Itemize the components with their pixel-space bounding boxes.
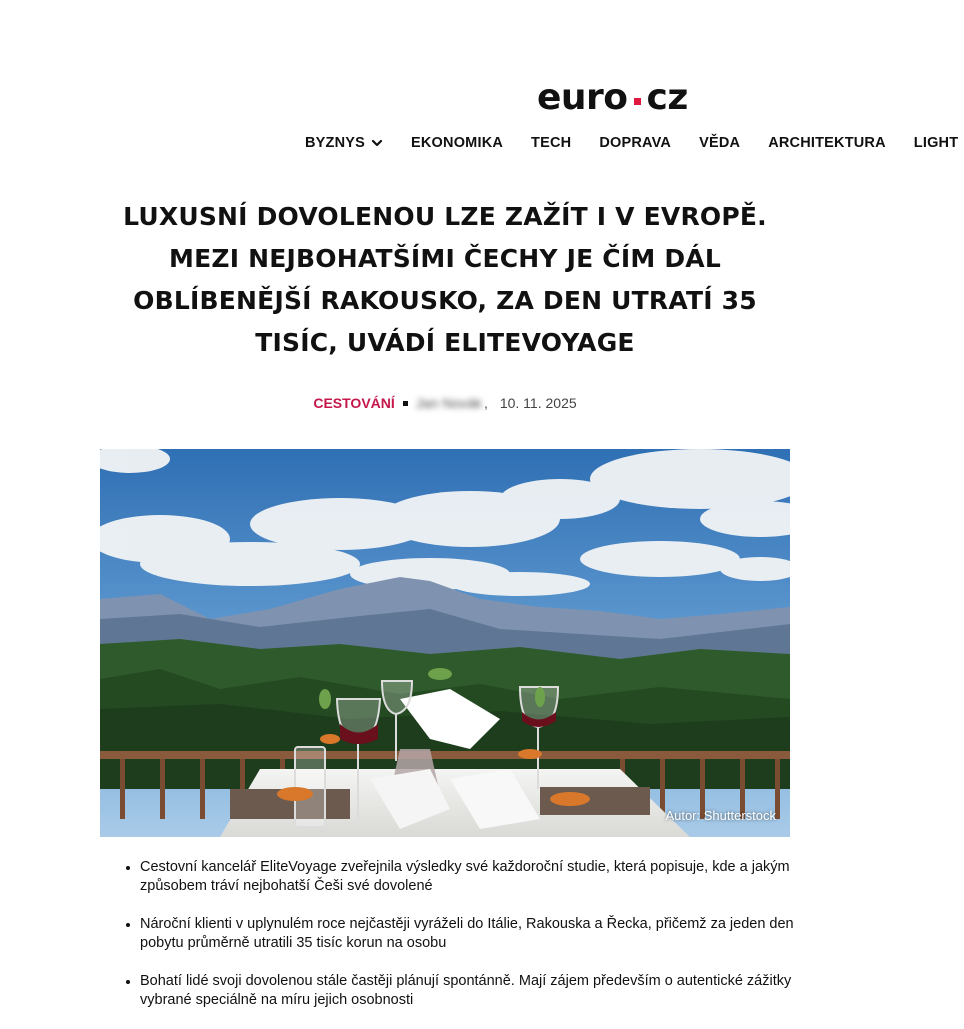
- main-navigation: [305, 133, 959, 153]
- nav-item-light[interactable]: [914, 135, 959, 151]
- author-link[interactable]: Jan Novák: [415, 395, 482, 411]
- nav-item-label: TECH: [531, 135, 572, 151]
- nav-item-label: VĚDA: [699, 135, 741, 151]
- logo-text-right: cz: [646, 76, 688, 118]
- meta-separator: [403, 401, 408, 406]
- hero-photo-illustration: [100, 449, 790, 837]
- nav-item-architektura[interactable]: [768, 135, 886, 151]
- nav-item-ekonomika[interactable]: [411, 135, 503, 151]
- category-link[interactable]: CESTOVÁNÍ: [313, 395, 395, 411]
- nav-item-tech[interactable]: [531, 135, 571, 151]
- logo-dot: [634, 98, 641, 105]
- site-logo[interactable]: [537, 76, 688, 118]
- article-perex-list: [100, 858, 840, 1029]
- nav-item-veda[interactable]: [699, 135, 740, 151]
- list-item: • Nároční klienti v uplynulém roce nejčastěji vyráželi do Itálie, Rakouska a Řecka, přičemž za jeden den pobytu průměrně utratili 35 tisíc korun na osobu: [140, 915, 840, 953]
- hero-image: [100, 449, 790, 837]
- meta-comma: ,: [483, 395, 488, 411]
- article-meta: [100, 395, 790, 411]
- nav-item-label: ARCHITEKTURA: [768, 135, 886, 151]
- nav-item-label: DOPRAVA: [599, 135, 672, 151]
- image-credit: Autor: Shutterstock: [665, 808, 776, 823]
- article-title: LUXUSNÍ DOVOLENOU LZE ZAŽÍT I V EVROPĚ. MEZI NEJBOHATŠÍMI ČECHY JE ČÍM DÁL OBLÍBENĚJŠÍ RAKOUSKO, ZA DEN UTRATÍ 35 TISÍC, UVÁDÍ ELITEVOYAGE: [123, 202, 767, 357]
- logo-text-left: euro: [537, 76, 628, 118]
- nav-item-byznys[interactable]: [305, 135, 383, 151]
- publish-date: 10. 11. 2025: [499, 395, 577, 411]
- nav-item-doprava[interactable]: [599, 135, 671, 151]
- list-item: • Cestovní kancelář EliteVoyage zveřejnila výsledky své každoroční studie, která popisuje, kde a jakým způsobem tráví nejbohatší Češi své dovolené: [140, 858, 840, 896]
- nav-item-label: LIGHT: [913, 135, 959, 151]
- chevron-down-icon: [371, 137, 383, 149]
- nav-item-label: BYZNYS: [305, 135, 366, 151]
- nav-item-label: EKONOMIKA: [411, 135, 504, 151]
- list-item: • Bohatí lidé svoji dovolenou stále častěji plánují spontánně. Mají zájem především o autentické zážitky vybrané speciálně na míru jejich osobnosti: [140, 972, 840, 1010]
